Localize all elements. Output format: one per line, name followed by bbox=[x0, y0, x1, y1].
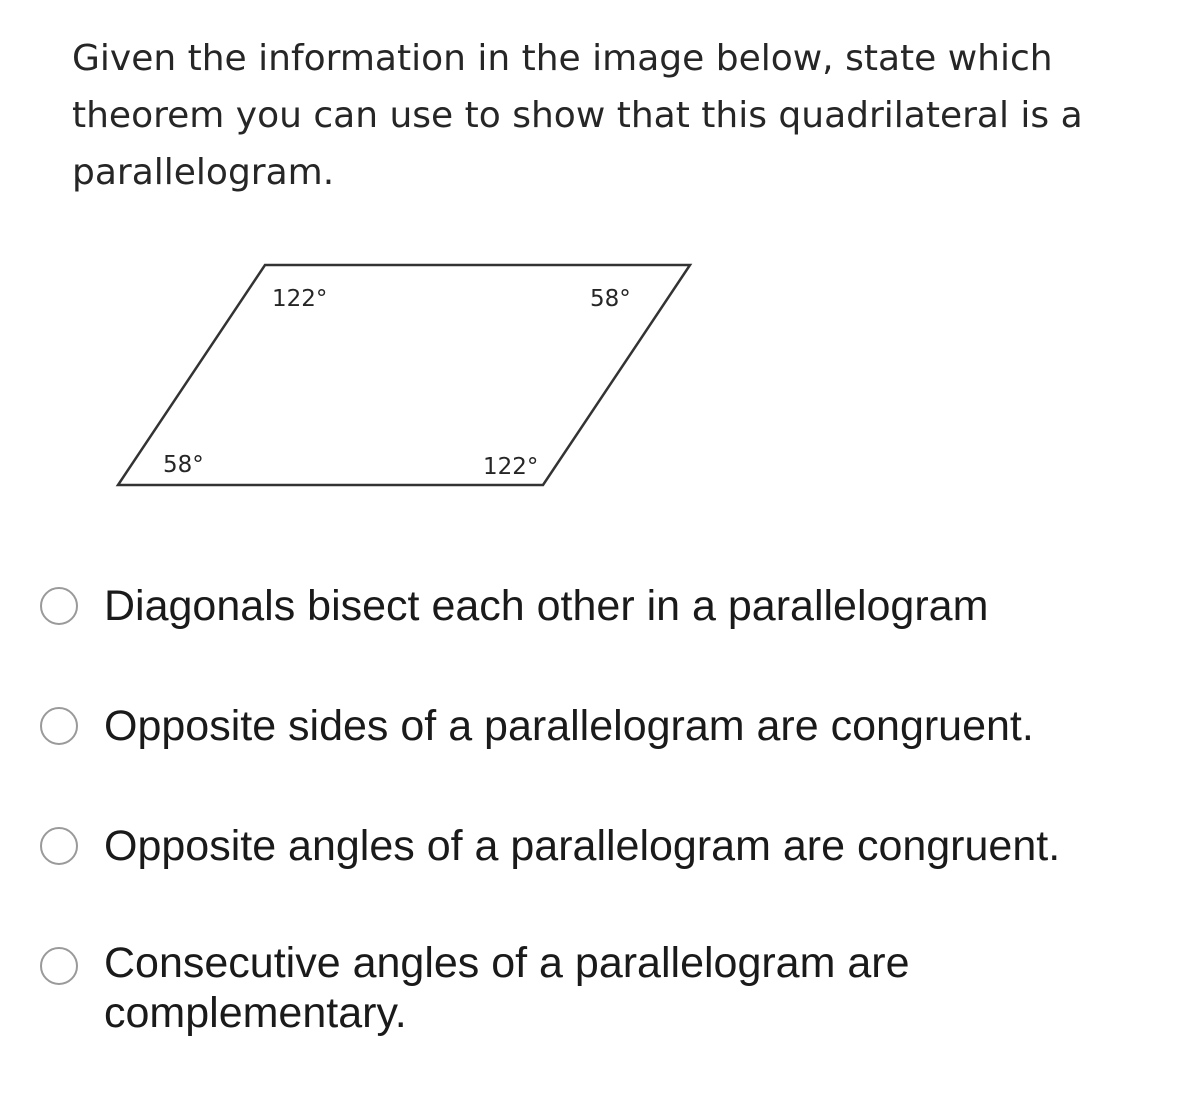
angle-label-top-left: 122° bbox=[272, 286, 328, 312]
answer-choice-label: Consecutive angles of a parallelogram are complementary. bbox=[104, 939, 910, 1037]
answer-choice[interactable] bbox=[40, 698, 1190, 754]
radio-button[interactable] bbox=[40, 707, 78, 745]
answer-choice-label: Opposite angles of a parallelogram are congruent. bbox=[104, 822, 1061, 870]
radio-button[interactable] bbox=[40, 947, 78, 985]
answer-choice[interactable] bbox=[40, 818, 1190, 874]
angle-label-bottom-right: 122° bbox=[483, 454, 539, 480]
answer-choice[interactable] bbox=[40, 578, 1190, 634]
answer-choice[interactable] bbox=[40, 938, 1190, 1038]
angle-label-top-right: 58° bbox=[590, 286, 631, 312]
question-text: Given the information in the image below, state which theorem you can use to show that this quadrilateral is a parallelogram. bbox=[72, 38, 1083, 193]
answer-choice-label: Diagonals bisect each other in a parallelogram bbox=[104, 582, 989, 630]
answer-choice-label: Opposite sides of a parallelogram are congruent. bbox=[104, 702, 1034, 750]
parallelogram-figure bbox=[0, 0, 1200, 520]
radio-button[interactable] bbox=[40, 587, 78, 625]
radio-button[interactable] bbox=[40, 827, 78, 865]
answer-choices bbox=[40, 578, 1190, 1102]
angle-label-bottom-left: 58° bbox=[163, 452, 204, 478]
